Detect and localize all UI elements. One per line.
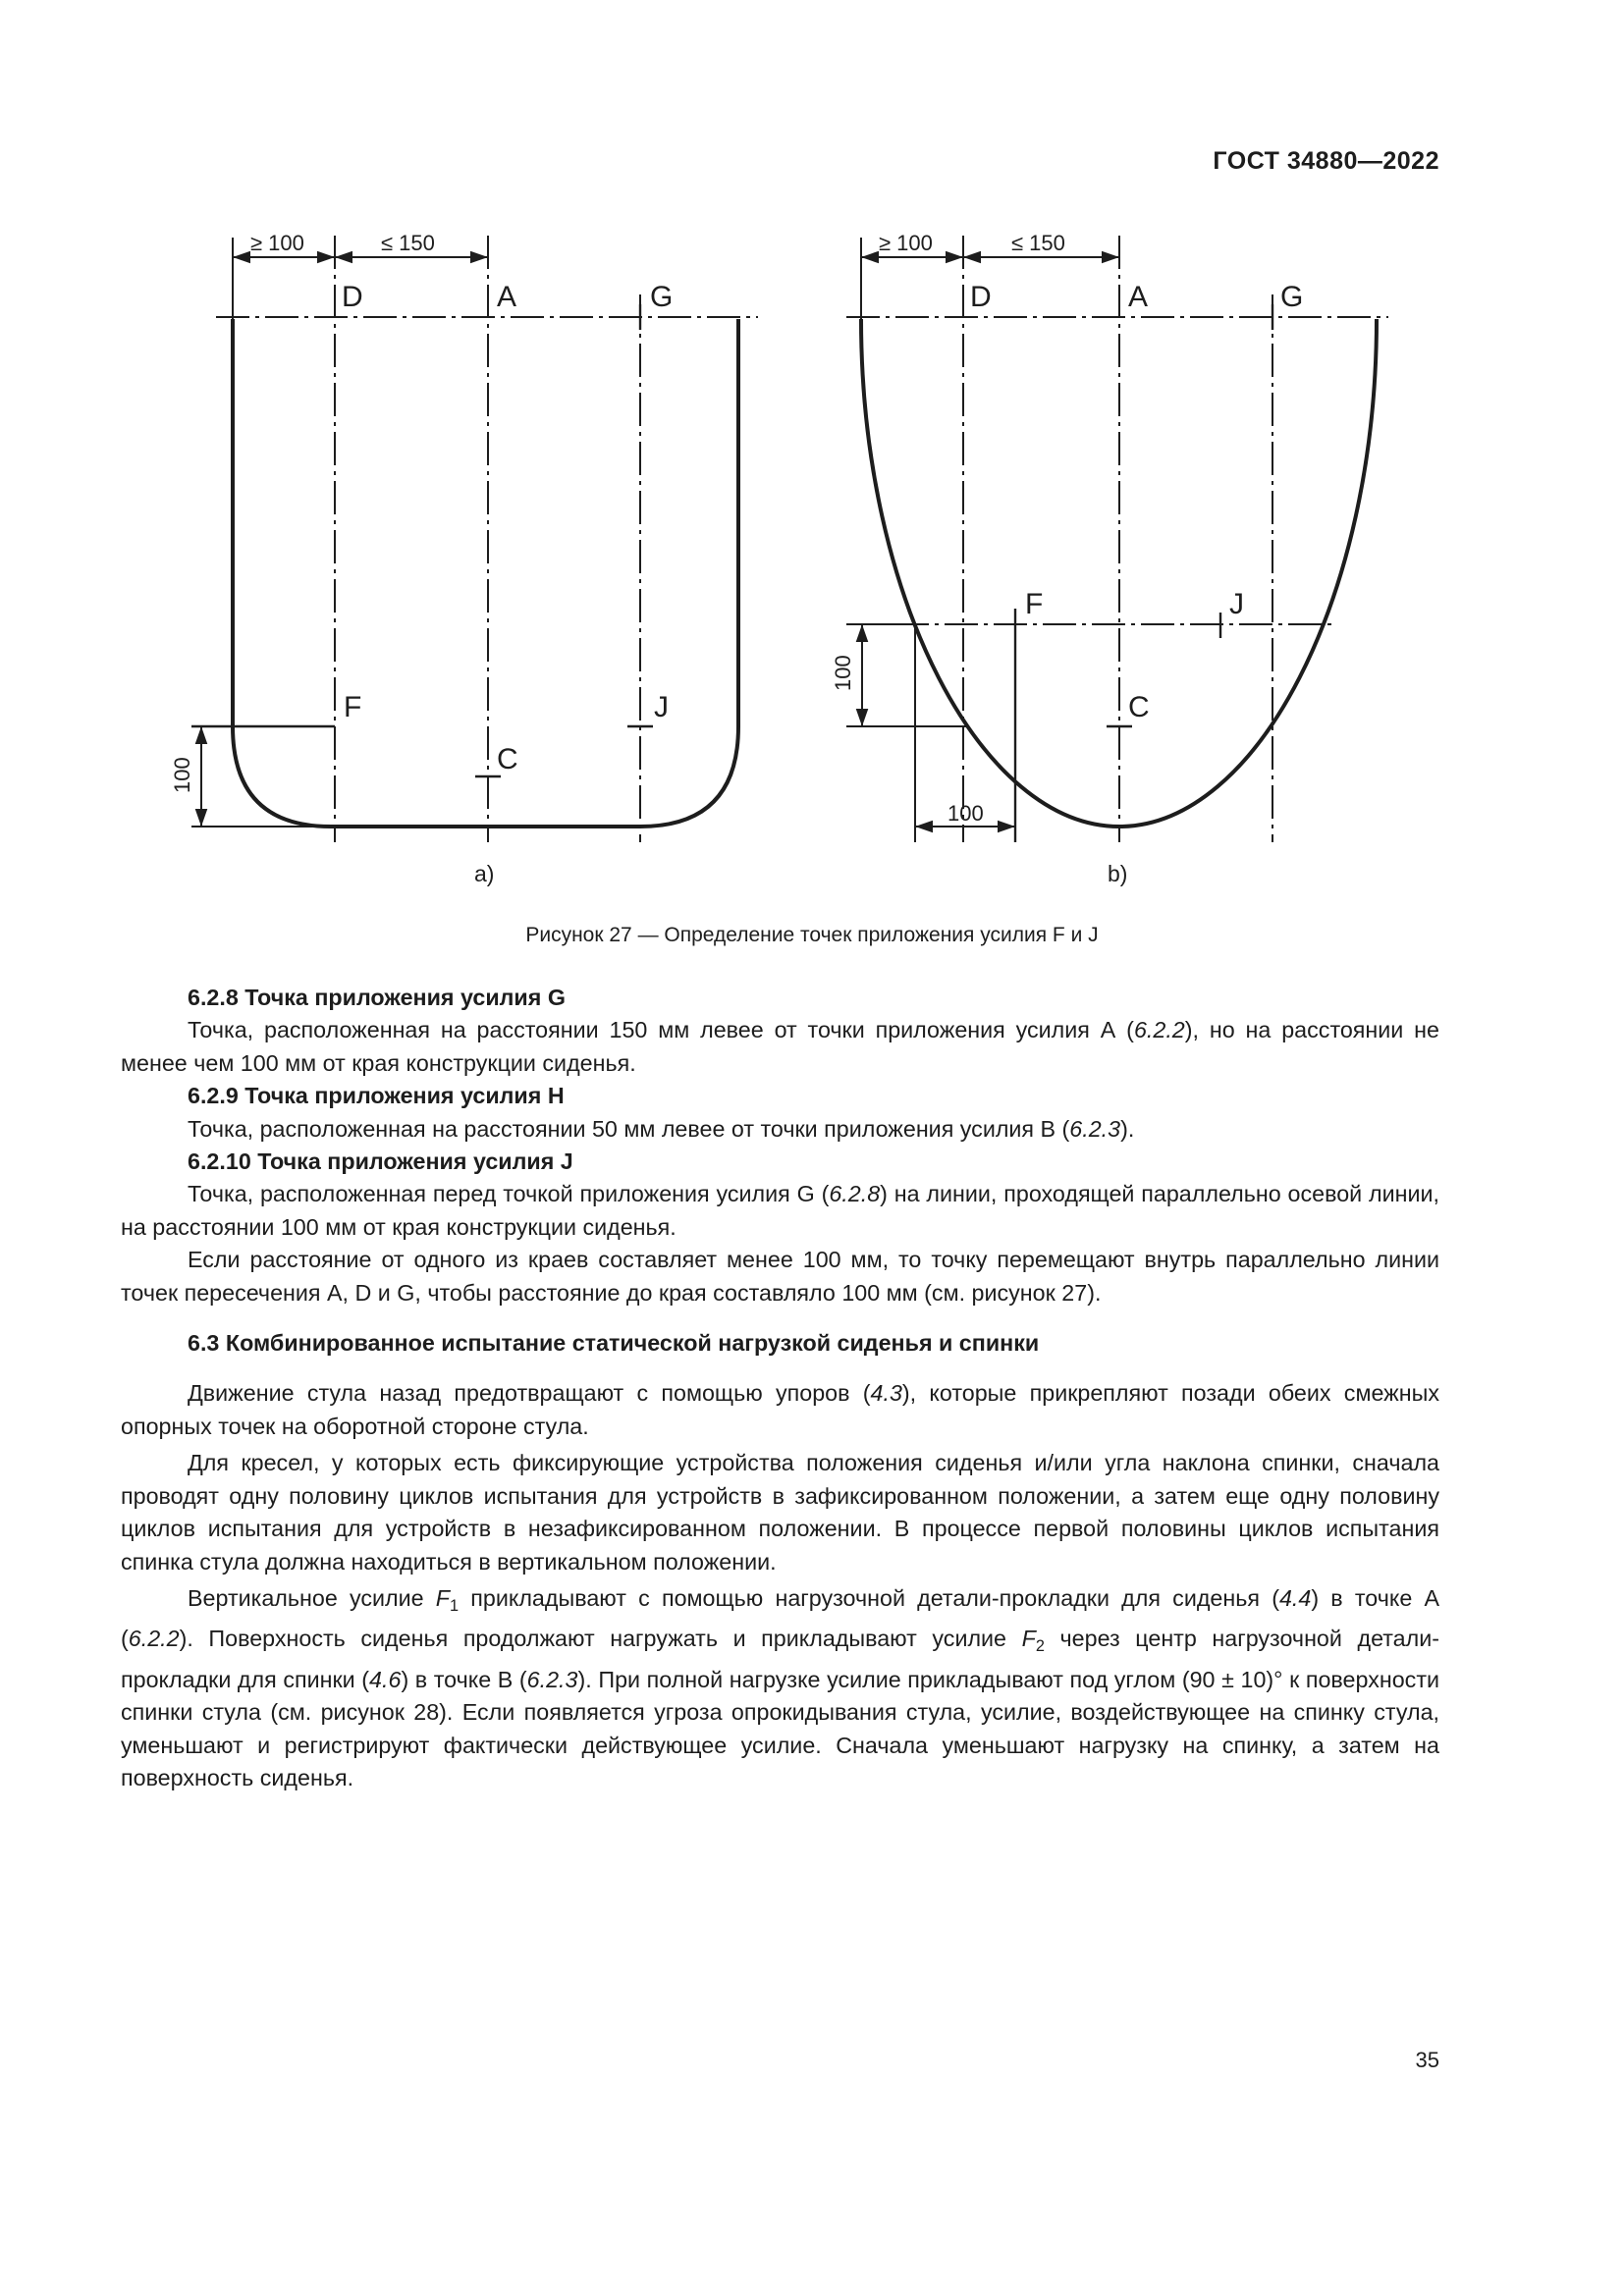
text-span: ), но на расстоянии не менее чем 100 мм от края конструкции сиденья.	[121, 1017, 1439, 1076]
text-span: ).	[1120, 1115, 1135, 1142]
point-label-C-a: C	[497, 743, 518, 775]
point-label-G-a: G	[650, 281, 674, 313]
reference-link: 4.3	[870, 1380, 902, 1407]
dim-label-100-a: 100	[170, 757, 194, 793]
point-label-D-b: D	[970, 281, 992, 313]
section-6-2-10-title: 6.2.10 Точка приложения усилия J	[188, 1148, 573, 1175]
text-span: ), которые прикрепляют позади обеих смежных опорных точек на оборотной стороне стула.	[121, 1380, 1440, 1439]
reference-link: 4.6	[369, 1666, 402, 1692]
force-symbol: F	[435, 1584, 451, 1611]
figure-27-drawing	[0, 0, 1624, 942]
force-subscript: 2	[1035, 1637, 1045, 1656]
point-label-D-a: D	[342, 281, 363, 313]
seat-outline-a	[233, 319, 738, 827]
figure-label-b: b)	[1108, 861, 1128, 886]
text-span: через центр нагрузочной детали-прокладки для спинки (	[121, 1626, 1439, 1692]
point-label-J-a: J	[654, 691, 669, 723]
text-span: ). При полной нагрузке усилие прикладывают под углом (90 ± 10)° к поверхности спинки стула (см. рисунок 28). Если появляется угроза опрокидывания стула, усилие, воздействующее на спинку стула, уменьшают и регистрируют фактически действующее усилие. Сначала уменьшают нагрузку на спинку, а затем на поверхность сиденья.	[121, 1666, 1439, 1790]
section-6-2-9-paragraph	[121, 1113, 1439, 1146]
section-6-3-paragraph-2: Для кресел, у которых есть фиксирующие устройства положения сиденья и/или угла наклона спинки, сначала проводят одну половину циклов испытания для устройств в зафиксированном положении, а затем еще одну половину циклов испытания для устройств в незафиксированном положении. В процессе первой половины циклов испытания спинка стула должна находиться в вертикальном положении.	[121, 1450, 1439, 1575]
document-standard-number: ГОСТ 34880—2022	[1213, 147, 1439, 175]
dim-label-min100-b: ≥ 100	[879, 231, 933, 255]
point-label-A-a: A	[497, 281, 517, 313]
point-label-A-b: A	[1128, 281, 1149, 313]
document-body	[121, 982, 1439, 1794]
figure-label-a: a)	[474, 861, 495, 886]
text-span: Точка, расположенная перед точкой приложения усилия G (	[188, 1181, 830, 1207]
text-span: Точка, расположенная на расстоянии 50 мм левее от точки приложения усилия В (	[188, 1115, 1070, 1142]
text-span: Движение стула назад предотвращают с помощью упоров (	[188, 1380, 871, 1407]
point-label-F-b: F	[1025, 588, 1044, 620]
section-6-3-paragraph-1	[121, 1377, 1439, 1443]
page-number: 35	[1415, 2048, 1439, 2072]
diagram-a	[191, 236, 758, 842]
reference-link: 6.2.2	[128, 1626, 180, 1652]
point-label-J-b: J	[1229, 588, 1244, 620]
dim-label-100-vertical-b: 100	[831, 655, 855, 691]
section-6-2-8-paragraph	[121, 1014, 1439, 1080]
text-span: ) в точке А (	[121, 1584, 1440, 1652]
dim-label-max150-a: ≤ 150	[381, 231, 435, 255]
point-label-C-b: C	[1128, 691, 1150, 723]
force-symbol: F	[1021, 1626, 1036, 1652]
reference-link: 6.2.2	[1133, 1017, 1185, 1043]
reference-link: 4.4	[1278, 1584, 1312, 1611]
figure-27	[0, 0, 1624, 942]
reference-link: 6.2.3	[1069, 1115, 1121, 1142]
diagram-b	[846, 236, 1388, 842]
figure-caption: Рисунок 27 — Определение точек приложения усилия F и J	[525, 924, 1099, 946]
dim-label-min100-a: ≥ 100	[250, 231, 304, 255]
dim-label-max150-b: ≤ 150	[1011, 231, 1065, 255]
text-span: ) на линии, проходящей параллельно осевой линии, на расстоянии 100 мм от края конструкции сиденья.	[121, 1181, 1439, 1240]
force-subscript: 1	[450, 1596, 460, 1615]
section-6-3-title: 6.3 Комбинированное испытание статической нагрузкой сиденья и спинки	[188, 1330, 1040, 1357]
reference-link: 6.2.8	[829, 1181, 881, 1207]
section-6-2-10-paragraph-2: Если расстояние от одного из краев составляет менее 100 мм, то точку перемещают внутрь параллельно линии точек пересечения А, D и G, чтобы расстояние до края составляло 100 мм (см. рисунок 27).	[121, 1247, 1439, 1306]
section-6-2-8-title: 6.2.8 Точка приложения усилия G	[188, 985, 566, 1010]
dim-label-100-horizontal-b: 100	[947, 801, 984, 826]
reference-link: 6.2.3	[526, 1666, 578, 1692]
text-span: прикладывают с помощью нагрузочной детали-прокладки для сиденья (	[459, 1584, 1279, 1611]
text-span: Точка, расположенная на расстоянии 150 мм левее от точки приложения усилия А (	[188, 1017, 1134, 1043]
text-span: Вертикальное усилие	[188, 1584, 436, 1611]
point-label-G-b: G	[1280, 281, 1304, 313]
section-6-3-paragraph-3	[121, 1582, 1439, 1794]
section-6-2-9-title: 6.2.9 Точка приложения усилия Н	[188, 1083, 565, 1109]
text-span: ) в точке В (	[401, 1666, 527, 1692]
section-6-2-10-paragraph-1	[121, 1178, 1439, 1244]
point-label-F-a: F	[344, 691, 362, 723]
text-span: ). Поверхность сиденья продолжают нагружать и прикладывают усилие	[179, 1626, 1022, 1652]
